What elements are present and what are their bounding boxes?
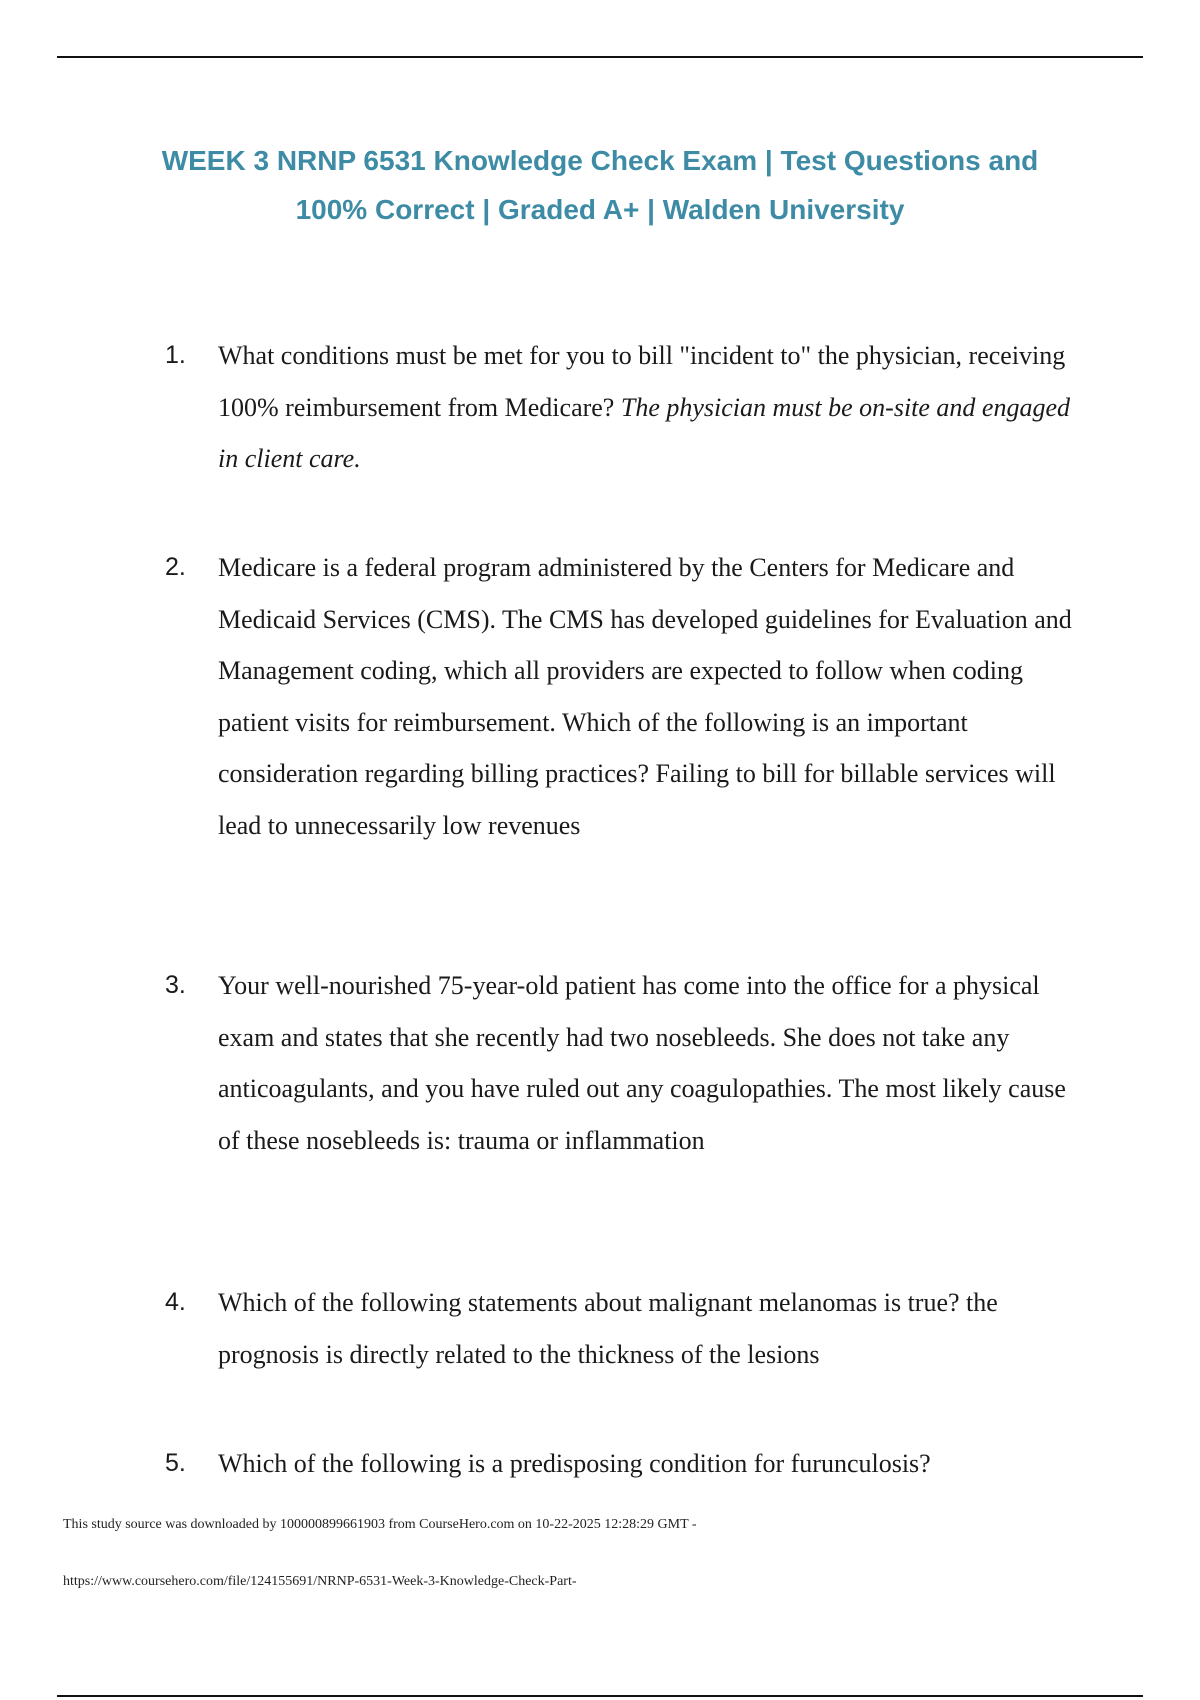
question-body: [218, 1277, 1085, 1380]
question-text: Which of the following is a predisposing condition for furunculosis?: [218, 1449, 931, 1478]
question-item-1: [165, 330, 1085, 485]
question-item-5: [165, 1438, 1085, 1490]
question-answer: trauma or inflammation: [457, 1125, 705, 1155]
question-item-3: [165, 960, 1085, 1166]
question-number: 4.: [165, 1288, 186, 1316]
question-item-4: [165, 1277, 1085, 1380]
question-item-2: [165, 542, 1085, 851]
bottom-rule: [57, 1695, 1143, 1697]
document-title: WEEK 3 NRNP 6531 Knowledge Check Exam | Test Questions and 100% Correct | Graded A+ | Walden University: [161, 145, 1039, 225]
question-text: Which of the following statements about malignant melanomas is true?: [218, 1288, 960, 1317]
question-answer: the prognosis is directly related to the thickness of the lesions: [218, 1288, 998, 1369]
question-body: [218, 1438, 1085, 1490]
question-number: 5.: [165, 1449, 186, 1477]
question-body: [218, 960, 1085, 1166]
question-answer: The physician must be on-site and engaged in client care.: [218, 392, 1071, 473]
source-url[interactable]: https://www.coursehero.com/file/124155691/NRNP-6531-Week-3-Knowledge-Check-Part-: [63, 1574, 577, 1589]
question-number: 1.: [165, 341, 186, 369]
question-text: What conditions must be met for you to bill "incident to" the physician, receiving 100% reimbursement from Medicare?: [218, 341, 1066, 422]
question-number: 3.: [165, 971, 186, 999]
question-body: [218, 330, 1085, 485]
download-note: This study source was downloaded by 100000899661903 from CourseHero.com on 10-22-2025 12:28:29 GMT -: [63, 1517, 697, 1532]
question-number: 2.: [165, 553, 186, 581]
question-text: Medicare is a federal program administered by the Centers for Medicare and Medicaid Services (CMS). The CMS has developed guidelines for Evaluation and Management coding, which all providers are expected to follow when coding patient visits for reimbursement. Which of the following is an important consideration regarding billing practices?: [218, 553, 1072, 788]
top-rule: [57, 56, 1143, 58]
question-body: [218, 542, 1085, 851]
question-answer: Failing to bill for billable services will lead to unnecessarily low revenues: [218, 759, 1056, 840]
question-text: Your well-nourished 75-year-old patient has come into the office for a physical exam and states that she recently had two nosebleeds. She does not take any anticoagulants, and you have ruled out any coagulopathies. The most likely cause of these nosebleeds is:: [218, 971, 1066, 1155]
